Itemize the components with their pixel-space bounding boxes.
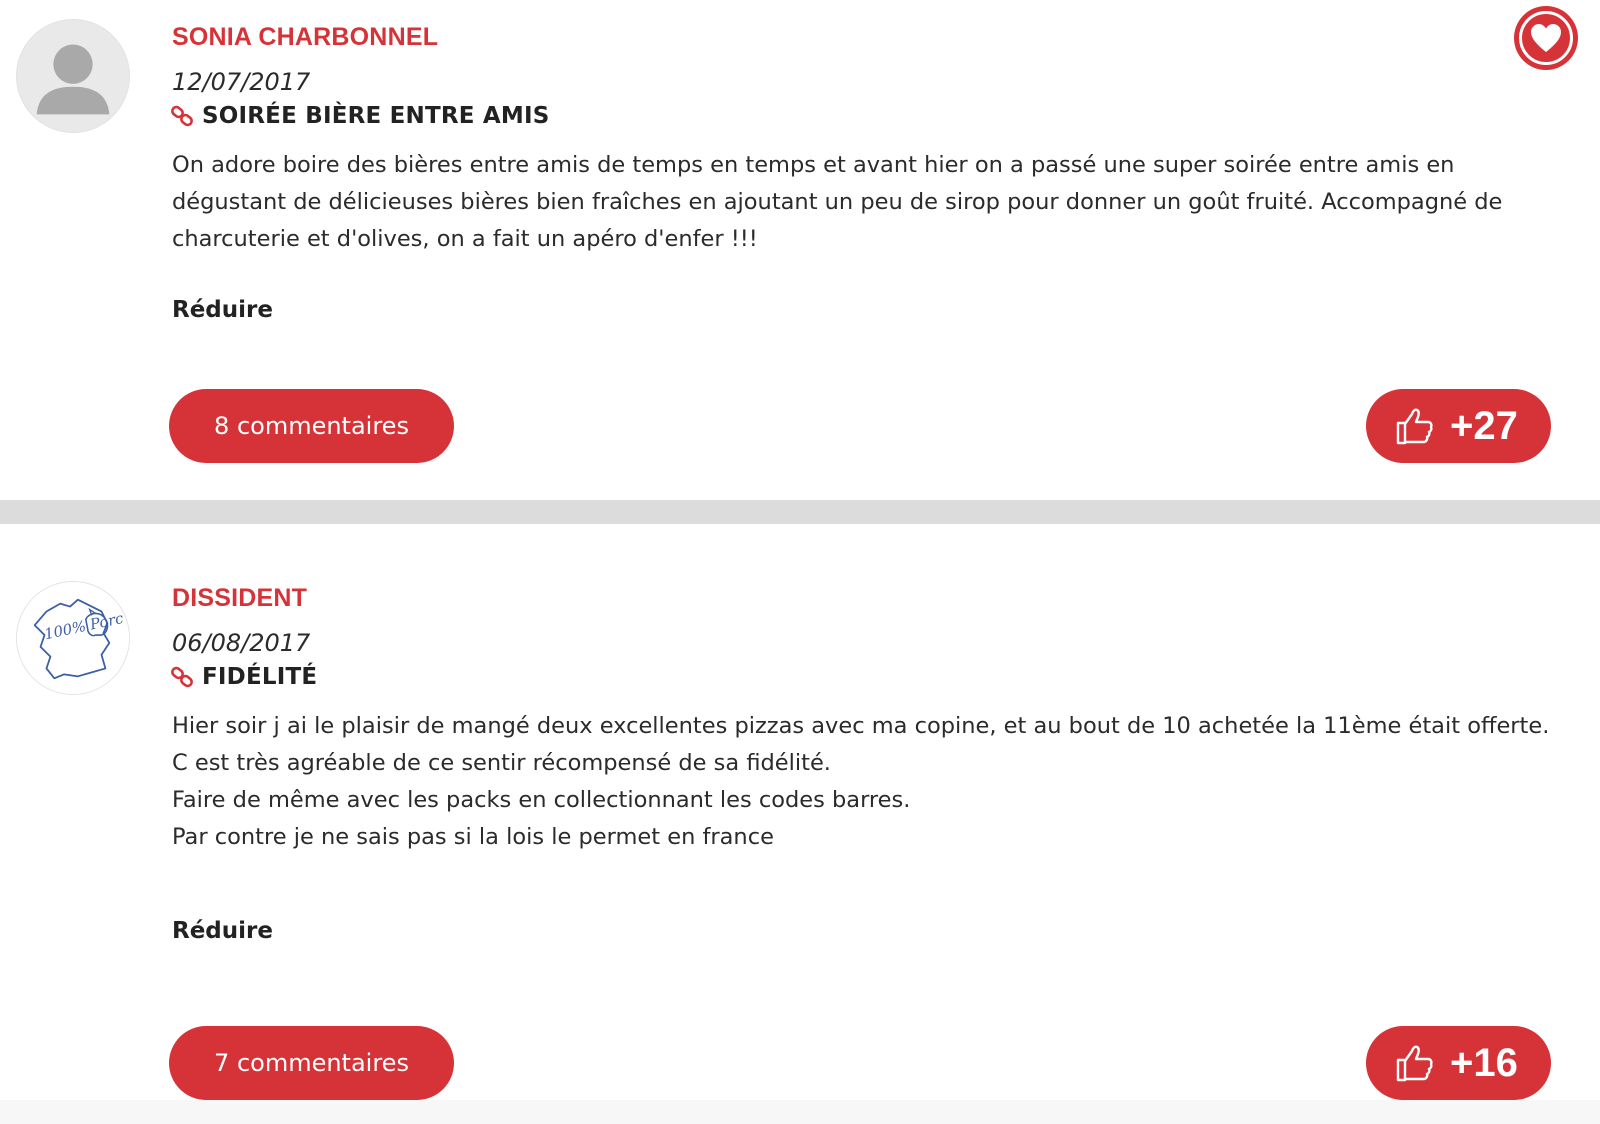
post-date: 12/07/2017: [172, 68, 311, 96]
reduce-link[interactable]: Réduire: [172, 297, 273, 323]
post-title-row[interactable]: [170, 103, 550, 129]
post-body-line: Hier soir j ai le plaisir de mangé deux excellentes pizzas avec ma copine, et au bout de 10 achetée la 11ème était offerte.: [172, 713, 1550, 739]
heart-icon: [1529, 22, 1563, 54]
post-divider: [0, 500, 1600, 524]
review-card: [0, 0, 1600, 500]
avatar-logo-text-1: 100% Porc: [42, 609, 125, 644]
post-title-row[interactable]: [170, 664, 317, 690]
reduce-link[interactable]: Réduire: [172, 918, 273, 944]
post-title: SOIRÉE BIÈRE ENTRE AMIS: [202, 103, 550, 129]
post-date: 06/08/2017: [172, 629, 311, 657]
thumbs-up-icon: [1394, 1042, 1436, 1084]
like-count: +27: [1450, 403, 1518, 448]
like-count: +16: [1450, 1040, 1518, 1085]
post-body: [172, 147, 1572, 258]
like-button[interactable]: [1366, 389, 1551, 463]
post-body-line: Par contre je ne sais pas si la lois le permet en france: [172, 824, 774, 850]
comments-button[interactable]: 8 commentaires: [169, 389, 454, 463]
post-body: [172, 708, 1572, 856]
comments-button[interactable]: 7 commentaires: [169, 1026, 454, 1100]
france-map-pig-avatar-icon: [16, 581, 130, 695]
default-user-avatar-icon: [16, 19, 130, 133]
favorite-button[interactable]: [1514, 6, 1578, 70]
favorite-ring: [1519, 11, 1573, 65]
link-icon: [170, 665, 194, 689]
post-body-line: Faire de même avec les packs en collectionnant les codes barres.: [172, 787, 911, 813]
review-card: [0, 524, 1600, 1124]
post-body-line: C est très agréable de ce sentir récompensé de sa fidélité.: [172, 750, 831, 776]
bottom-edge: [0, 1100, 1600, 1124]
post-title: FIDÉLITÉ: [202, 664, 318, 690]
like-button[interactable]: [1366, 1026, 1551, 1100]
link-icon: [170, 104, 194, 128]
thumbs-up-icon: [1394, 405, 1436, 447]
author-name[interactable]: DISSIDENT: [172, 584, 308, 612]
author-name[interactable]: SONIA CHARBONNEL: [172, 23, 439, 51]
post-body-line: On adore boire des bières entre amis de temps en temps et avant hier on a passé une super soirée entre amis en dégustant de délicieuses bières bien fraîches en ajoutant un peu de sirop pour donner un goût fruité. Accompagné de charcuterie et d'olives, on a fait un apéro d'enfer !!!: [172, 152, 1503, 252]
